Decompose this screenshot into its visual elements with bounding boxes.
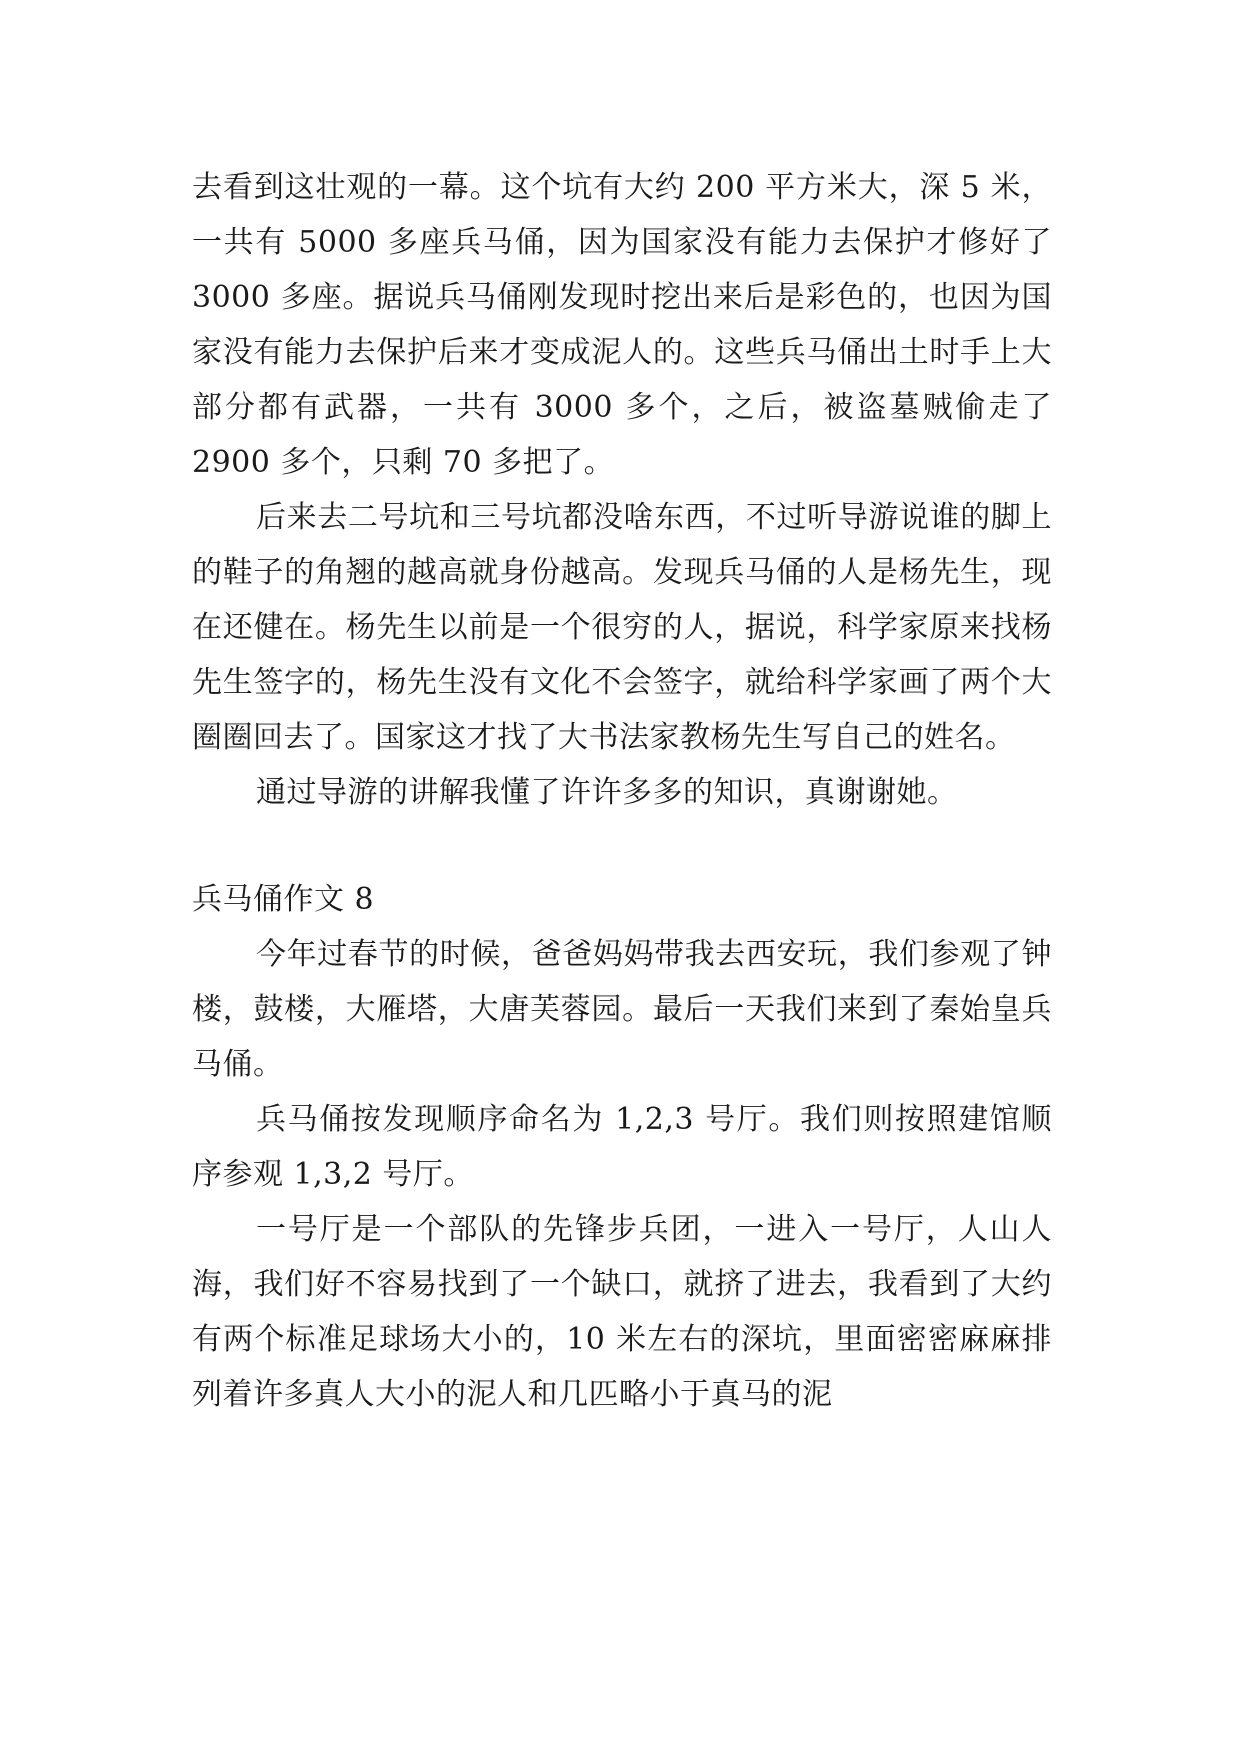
paragraph-hall-order: 兵马俑按发现顺序命名为 1,2,3 号厅。我们则按照建馆顺序参观 1,3,2 号厅。 (192, 1102, 1052, 1192)
paragraph-thanks-guide: 通过导游的讲解我懂了许许多多的知识，真谢谢她。 (256, 775, 958, 810)
paragraph-spring-festival-trip: 今年过春节的时候，爸爸妈妈带我去西安玩，我们参观了钟楼，鼓楼，大雁塔，大唐芙蓉园。最后一天我们来到了秦始皇兵马俑。 (192, 937, 1052, 1082)
section-title: 兵马俑作文 8 (192, 882, 375, 917)
document-page (192, 160, 1052, 1422)
paragraph-hall-one: 一号厅是一个部队的先锋步兵团，一进入一号厅，人山人海，我们好不容易找到了一个缺口，就挤了进去，我看到了大约有两个标准足球场大小的，10 米左右的深坑，里面密密麻麻排列着许多真人大小的泥人和几匹略小于真马的泥 (192, 1212, 1052, 1412)
paragraph-pits-and-discoverer: 后来去二号坑和三号坑都没啥东西，不过听导游说谁的脚上的鞋子的角翘的越高就身份越高。发现兵马俑的人是杨先生，现在还健在。杨先生以前是一个很穷的人，据说，科学家原来找杨先生签字的，杨先生没有文化不会签字，就给科学家画了两个大圈圈回去了。国家这才找了大书法家教杨先生写自己的姓名。 (192, 500, 1052, 755)
paragraph-continuation: 去看到这壮观的一幕。这个坑有大约 200 平方米大，深 5 米，一共有 5000 多座兵马俑，因为国家没有能力去保护才修好了 3000 多座。据说兵马俑刚发现时挖出来后是彩色的，也因为国家没有能力去保护后来才变成泥人的。这些兵马俑出土时手上大部分都有武器，一共有 3000 多个，之后，被盗墓贼偷走了 2900 多个，只剩 70 多把了。 (192, 170, 1052, 480)
